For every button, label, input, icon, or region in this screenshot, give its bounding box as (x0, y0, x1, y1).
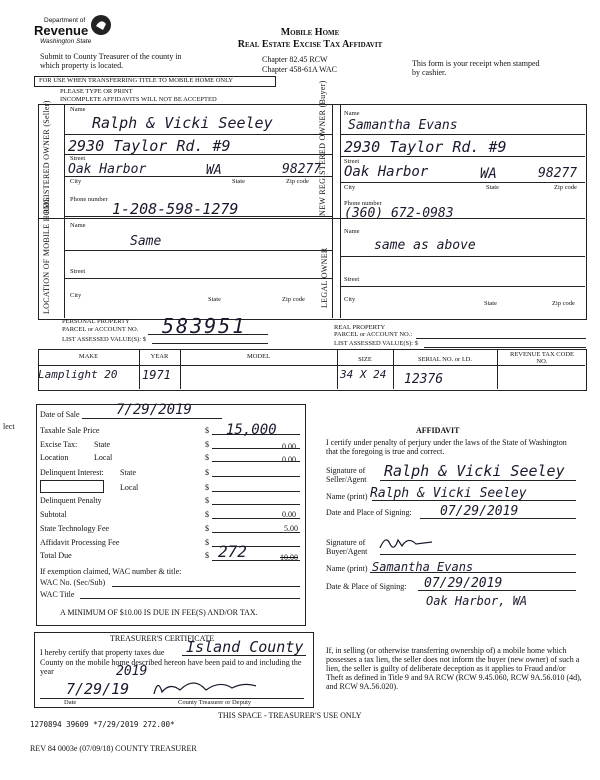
buyer-city-label: City (344, 184, 356, 191)
seller-state-label: State (232, 178, 245, 185)
legal-zip-label: Zip code (552, 300, 575, 307)
treasurer-county[interactable]: Island County (186, 638, 304, 656)
treasurer-text1: I hereby certify that property taxes due (40, 648, 165, 657)
excise-local-value: 0.00 (282, 455, 296, 464)
wac-no-label: WAC No. (Sec/Sub) (40, 578, 106, 587)
seller-sign-date[interactable]: 07/29/2019 (440, 504, 519, 519)
buyer-sign-place[interactable]: Oak Harbor, WA (426, 594, 528, 608)
buyer-name-label: Name (344, 110, 360, 117)
tech-fee-value: 5.00 (284, 524, 298, 533)
for-use-banner (34, 76, 276, 87)
seller-signature[interactable]: Ralph & Vicki Seeley (384, 462, 565, 480)
logo-line1: Department of (44, 17, 86, 24)
label-registered-owner: REGISTERED OWNER (Seller) (42, 100, 51, 214)
treasurer-signature-icon[interactable] (150, 676, 260, 700)
buyer-state-label: State (486, 184, 499, 191)
buyer-zip[interactable]: 98277 (538, 166, 578, 181)
buyer-name[interactable]: Samantha Evans (348, 118, 458, 133)
legal-state-label: State (484, 300, 497, 307)
buyer-phone[interactable]: (360) 672-0983 (344, 206, 454, 221)
personal-property-label: PERSONAL PROPERTY (62, 318, 130, 325)
name-print-label-2: Name (print) (326, 564, 368, 573)
tax-lien-notice: If, in selling (or otherwise transferring ownership of) a mobile home which possesses a tax lien, the seller does not inform the buyer (new owner) of such a lien, the seller is guilty of deliberate deception as it applies to Fraud and/or Theft as defined in Title 9 and 9A RCW (RCW 9.45.060, RCW 9A.56.010 (4d), and RCW 9A.56.020). (326, 646, 582, 691)
assessed-label: LIST ASSESSED VALUE(S): $ (62, 336, 146, 343)
subtotal-label: Subtotal (40, 510, 67, 519)
for-use-text: FOR USE WHEN TRANSFERRING TITLE TO MOBILE HOME ONLY (39, 77, 234, 84)
treasurer-space: THIS SPACE - TREASURER'S USE ONLY (218, 711, 362, 720)
seller-name-label: Name (70, 106, 86, 113)
excise-label: Excise Tax: (40, 440, 78, 449)
date-of-sale[interactable]: 7/29/2019 (116, 402, 192, 418)
cell-serial[interactable]: 12376 (404, 372, 444, 387)
date-place-label-2: Date & Place of Signing: (326, 582, 407, 591)
legal-city-label: City (344, 296, 356, 303)
logo-mark-icon (90, 14, 112, 36)
date-of-sale-label: Date of Sale (40, 410, 80, 419)
th-tax-code: REVENUE TAX CODE NO. (510, 351, 574, 365)
seller-zip-label: Zip code (286, 178, 309, 185)
seller-state[interactable]: WA (206, 163, 222, 178)
exemption-label: If exemption claimed, WAC number & title: (40, 567, 182, 576)
th-year: YEAR (150, 353, 169, 360)
parcel-value[interactable]: 583951 (162, 314, 247, 338)
real-property-label: REAL PROPERTY (334, 324, 386, 331)
location-name-label: Name (70, 222, 86, 229)
buyer-street-label: Street (344, 158, 360, 165)
label-legal-owner: LEGAL OWNER (320, 247, 329, 308)
total-label: Total Due (40, 551, 72, 560)
treasurer-title: TREASURER'S CERTIFICATE (110, 634, 215, 643)
th-size: SIZE (358, 356, 372, 363)
buyer-signature-icon[interactable] (376, 532, 436, 554)
cell-size[interactable]: 34 X 24 (340, 368, 387, 381)
treasurer-date[interactable]: 7/29/19 (66, 680, 130, 698)
form-title-2: Real Estate Excise Tax Affidavit (237, 39, 383, 50)
logo-line2: Revenue (34, 23, 89, 38)
excise-local-prefix: Location (40, 453, 69, 462)
treasurer-text2: County on the mobile home described hereon have been paid to and including the year (40, 658, 302, 676)
total-handwritten[interactable]: 272 (218, 542, 247, 561)
delinquent-interest-label: Delinquent Interest: (40, 468, 104, 477)
sig-seller-label: Signature of Seller/Agent (326, 466, 367, 484)
delinquent-penalty-label: Delinquent Penalty (40, 496, 102, 505)
interest-local-label: Local (120, 483, 139, 492)
buyer-zip-label: Zip code (554, 184, 577, 191)
buyer-sign-date[interactable]: 07/29/2019 (424, 576, 503, 591)
chapter-rcw: Chapter 82.45 RCW (262, 55, 328, 64)
seller-city[interactable]: Oak Harbor (68, 162, 147, 177)
date-place-label: Date and Place of Signing: (326, 508, 412, 517)
sig-buyer-label: Signature of Buyer/Agent (326, 538, 368, 556)
buyer-phone-label: Phone number (344, 200, 382, 207)
legal-name-label: Name (344, 228, 360, 235)
taxable-label: Taxable Sale Price (40, 426, 100, 435)
buyer-city[interactable]: Oak Harbor (344, 164, 429, 180)
tech-fee-label: State Technology Fee (40, 524, 110, 533)
th-serial: SERIAL NO. or I.D. (418, 356, 472, 363)
incomplete-note: INCOMPLETE AFFIDAVITS WILL NOT BE ACCEPTED (60, 96, 217, 103)
location-zip-label: Zip code (282, 296, 305, 303)
seller-phone[interactable]: 1-208-598-1279 (112, 200, 239, 218)
buyer-street[interactable]: 2930 Taylor Rd. #9 (344, 138, 507, 156)
taxable-value[interactable]: 15,000 (226, 422, 277, 438)
th-make: MAKE (78, 353, 99, 360)
label-new-owner: NEW REGISTERED OWNER (Buyer) (318, 80, 327, 216)
seller-print-name[interactable]: Ralph & Vicki Seeley (370, 486, 527, 501)
affidavit-text: I certify under penalty of perjury under the laws of the State of Washington that the foregoing is true and correct. (326, 438, 567, 456)
seller-phone-label: Phone number (70, 196, 108, 203)
cell-year[interactable]: 1971 (142, 368, 171, 382)
location-city-label: City (70, 292, 82, 299)
excise-local-label: Local (94, 453, 113, 462)
treasurer-year[interactable]: 2019 (116, 664, 148, 679)
seller-city-label: City (70, 178, 82, 185)
real-parcel-label: PARCEL or ACCOUNT NO.: (334, 331, 413, 338)
margin-text: lect (3, 422, 15, 431)
legal-street-label: Street (344, 276, 360, 283)
revenue-logo (34, 14, 114, 50)
buyer-print-name[interactable]: Samantha Evans (372, 560, 474, 574)
real-assessed-label: LIST ASSESSED VALUE(S): $ (334, 340, 418, 347)
excise-state-label: State (94, 440, 110, 449)
affidavit-fee-label: Affidavit Processing Fee (40, 538, 120, 547)
receipt-note: This form is your receipt when stamped by cashier. (412, 59, 540, 77)
seller-name[interactable]: Ralph & Vicki Seeley (92, 114, 273, 132)
form-title-1: Mobile Home (280, 27, 340, 38)
wac-title-label: WAC Title (40, 590, 75, 599)
seller-zip[interactable]: 98277 (282, 162, 322, 177)
treasurer-deputy-label: County Treasurer or Deputy (178, 699, 252, 706)
treasurer-date-label: Date (64, 699, 77, 706)
interest-box[interactable] (40, 480, 104, 493)
parcel-label: PARCEL or ACCOUNT NO. (62, 326, 139, 333)
label-location: LOCATION OF MOBILE HOME (42, 196, 51, 314)
location-street-label: Street (70, 268, 86, 275)
chapter-wac: Chapter 458-61A WAC (262, 65, 337, 74)
logo-line3: Washington State (40, 38, 92, 45)
buyer-state[interactable]: WA (480, 166, 497, 182)
legal-name[interactable]: same as above (374, 238, 476, 253)
location-state-label: State (208, 296, 221, 303)
excise-state-value: 0.00 (282, 442, 296, 451)
th-model: MODEL (246, 353, 271, 360)
interest-state-label: State (120, 468, 136, 477)
cashier-stamp: 1270894 39609 *7/29/2019 272.00* (30, 720, 175, 729)
location-name[interactable]: Same (130, 234, 162, 249)
minimum-note: A MINIMUM OF $10.00 IS DUE IN FEE(S) AND/OR TAX. (60, 608, 258, 617)
total-value: 10.00 (280, 553, 298, 562)
seller-street-label: Street (70, 155, 86, 162)
please-print: PLEASE TYPE OR PRINT (60, 88, 133, 95)
footer-rev: REV 84 0003e (07/09/18) COUNTY TREASURER (30, 744, 197, 753)
seller-street[interactable]: 2930 Taylor Rd. #9 (68, 137, 231, 155)
cell-make[interactable]: Lamplight 20 (38, 368, 118, 381)
submit-note: Submit to County Treasurer of the county in which property is located. (40, 52, 182, 70)
name-print-label: Name (print) (326, 492, 368, 501)
subtotal-value: 0.00 (282, 510, 296, 519)
affidavit-title: AFFIDAVIT (416, 426, 460, 435)
